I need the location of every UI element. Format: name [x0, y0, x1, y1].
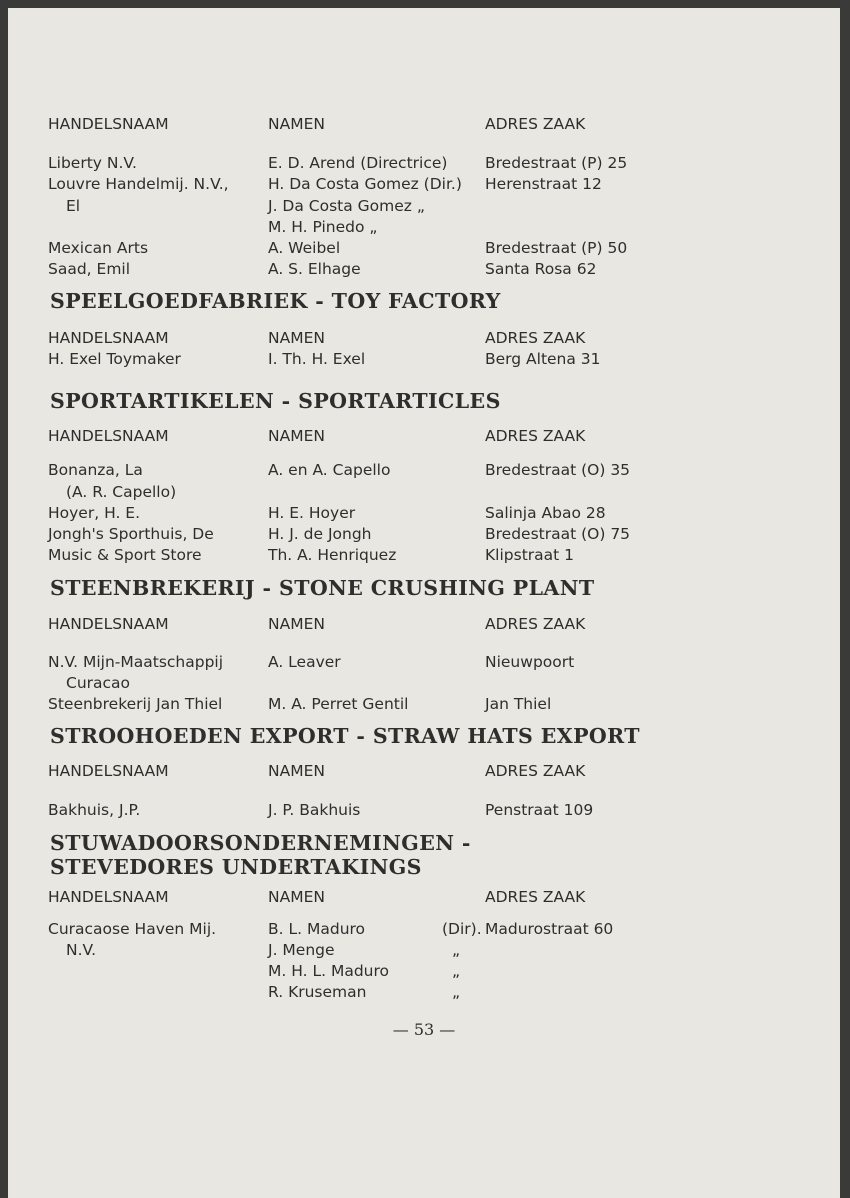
cell-handelsnaam: Curacao: [66, 674, 131, 692]
col-header-namen: NAMEN: [268, 615, 325, 633]
cell-role: „: [452, 941, 461, 959]
cell-handelsnaam: Louvre Handelmij. N.V.,: [48, 175, 229, 193]
list-item: [48, 348, 808, 370]
column-header-row: [48, 327, 808, 349]
column-header-row: [48, 760, 808, 782]
col-header-namen: NAMEN: [268, 888, 325, 906]
col-header-handelsnaam: HANDELSNAAM: [48, 762, 169, 780]
list-item: [48, 502, 808, 524]
list-item: [48, 481, 808, 503]
col-header-adres-zaak: ADRES ZAAK: [485, 329, 586, 347]
list-item: [48, 981, 808, 1003]
col-header-handelsnaam: HANDELSNAAM: [48, 115, 169, 133]
cell-namen: Th. A. Henriquez: [268, 546, 397, 564]
col-header-adres-zaak: ADRES ZAAK: [485, 115, 586, 133]
section-heading-line-1: STUWADOORSONDERNEMINGEN -: [50, 831, 471, 855]
list-item: [48, 918, 808, 940]
cell-namen: B. L. Maduro: [268, 920, 366, 938]
col-header-handelsnaam: HANDELSNAAM: [48, 329, 169, 347]
cell-namen: M. H. Pinedo „: [268, 218, 378, 236]
col-header-handelsnaam: HANDELSNAAM: [48, 615, 169, 633]
cell-namen: A. Weibel: [268, 239, 341, 257]
list-item: [48, 258, 808, 280]
cell-handelsnaam: Hoyer, H. E.: [48, 504, 141, 522]
section-heading-stone-crushing: STEENBREKERIJ - STONE CRUSHING PLANT: [50, 576, 595, 600]
cell-adres: Santa Rosa 62: [485, 260, 597, 278]
list-item: [48, 152, 808, 174]
cell-namen: J. Menge: [268, 941, 335, 959]
section-heading-line-2: STEVEDORES UNDERTAKINGS: [50, 855, 422, 879]
list-item: [48, 237, 808, 259]
col-header-namen: NAMEN: [268, 427, 325, 445]
cell-handelsnaam: Bonanza, La: [48, 461, 143, 479]
cell-adres: Nieuwpoort: [485, 653, 575, 671]
cell-adres: Berg Altena 31: [485, 350, 601, 368]
cell-namen: I. Th. H. Exel: [268, 350, 366, 368]
cell-namen: H. E. Hoyer: [268, 504, 356, 522]
cell-role: (Dir).: [442, 920, 482, 938]
section-heading-toy-factory: SPEELGOEDFABRIEK - TOY FACTORY: [50, 289, 501, 313]
cell-adres: Bredestraat (O) 75: [485, 525, 631, 543]
column-header-row: [48, 113, 808, 135]
cell-adres: Herenstraat 12: [485, 175, 602, 193]
list-item: [48, 672, 808, 694]
document-page: [8, 8, 840, 1198]
section-heading-straw-hats: STROOHOEDEN EXPORT - STRAW HATS EXPORT: [50, 724, 640, 748]
cell-handelsnaam: Bakhuis, J.P.: [48, 801, 141, 819]
section-heading-stevedores: [50, 831, 810, 879]
section-heading-sportarticles: SPORTARTIKELEN - SPORTARTICLES: [50, 389, 501, 413]
cell-namen: R. Kruseman: [268, 983, 367, 1001]
col-header-namen: NAMEN: [268, 329, 325, 347]
cell-handelsnaam: Curacaose Haven Mij.: [48, 920, 217, 938]
cell-handelsnaam: Saad, Emil: [48, 260, 131, 278]
list-item: [48, 544, 808, 566]
cell-handelsnaam: Liberty N.V.: [48, 154, 137, 172]
cell-handelsnaam: N.V.: [66, 941, 97, 959]
list-item: [48, 960, 808, 982]
list-item: [48, 523, 808, 545]
column-header-row: [48, 613, 808, 635]
list-item: [48, 459, 808, 481]
cell-namen: H. J. de Jongh: [268, 525, 372, 543]
cell-adres: Bredestraat (P) 25: [485, 154, 628, 172]
column-header-row: [48, 886, 808, 908]
cell-namen: J. Da Costa Gomez „: [268, 197, 425, 215]
cell-adres: Bredestraat (P) 50: [485, 239, 628, 257]
list-item: [48, 939, 808, 961]
cell-adres: Bredestraat (O) 35: [485, 461, 631, 479]
list-item: [48, 651, 808, 673]
cell-handelsnaam: El: [66, 197, 81, 215]
col-header-namen: NAMEN: [268, 115, 325, 133]
cell-handelsnaam: N.V. Mijn-Maatschappij: [48, 653, 224, 671]
cell-namen: E. D. Arend (Directrice): [268, 154, 448, 172]
cell-handelsnaam: Steenbrekerij Jan Thiel: [48, 695, 223, 713]
col-header-handelsnaam: HANDELSNAAM: [48, 427, 169, 445]
cell-adres: Jan Thiel: [485, 695, 552, 713]
cell-namen: M. H. L. Maduro: [268, 962, 390, 980]
cell-handelsnaam: Music & Sport Store: [48, 546, 202, 564]
cell-role: „: [452, 983, 461, 1001]
list-item: [48, 799, 808, 821]
list-item: [48, 195, 808, 217]
cell-handelsnaam: (A. R. Capello): [66, 483, 177, 501]
col-header-namen: NAMEN: [268, 762, 325, 780]
cell-adres: Penstraat 109: [485, 801, 594, 819]
cell-handelsnaam: Mexican Arts: [48, 239, 149, 257]
cell-adres: Klipstraat 1: [485, 546, 575, 564]
cell-namen: J. P. Bakhuis: [268, 801, 361, 819]
cell-namen: A. Leaver: [268, 653, 341, 671]
list-item: [48, 216, 808, 238]
col-header-adres-zaak: ADRES ZAAK: [485, 888, 586, 906]
list-item: [48, 693, 808, 715]
cell-namen: H. Da Costa Gomez (Dir.): [268, 175, 462, 193]
cell-adres: Salinja Abao 28: [485, 504, 606, 522]
cell-role: „: [452, 962, 461, 980]
page-number: — 53 —: [392, 1020, 456, 1039]
cell-handelsnaam: Jongh's Sporthuis, De: [48, 525, 214, 543]
cell-adres: Madurostraat 60: [485, 920, 614, 938]
column-header-row: [48, 425, 808, 447]
cell-namen: A. S. Elhage: [268, 260, 361, 278]
cell-handelsnaam: H. Exel Toymaker: [48, 350, 181, 368]
list-item: [48, 173, 808, 195]
col-header-adres-zaak: ADRES ZAAK: [485, 762, 586, 780]
cell-namen: A. en A. Capello: [268, 461, 391, 479]
col-header-adres-zaak: ADRES ZAAK: [485, 427, 586, 445]
cell-namen: M. A. Perret Gentil: [268, 695, 409, 713]
col-header-handelsnaam: HANDELSNAAM: [48, 888, 169, 906]
col-header-adres-zaak: ADRES ZAAK: [485, 615, 586, 633]
